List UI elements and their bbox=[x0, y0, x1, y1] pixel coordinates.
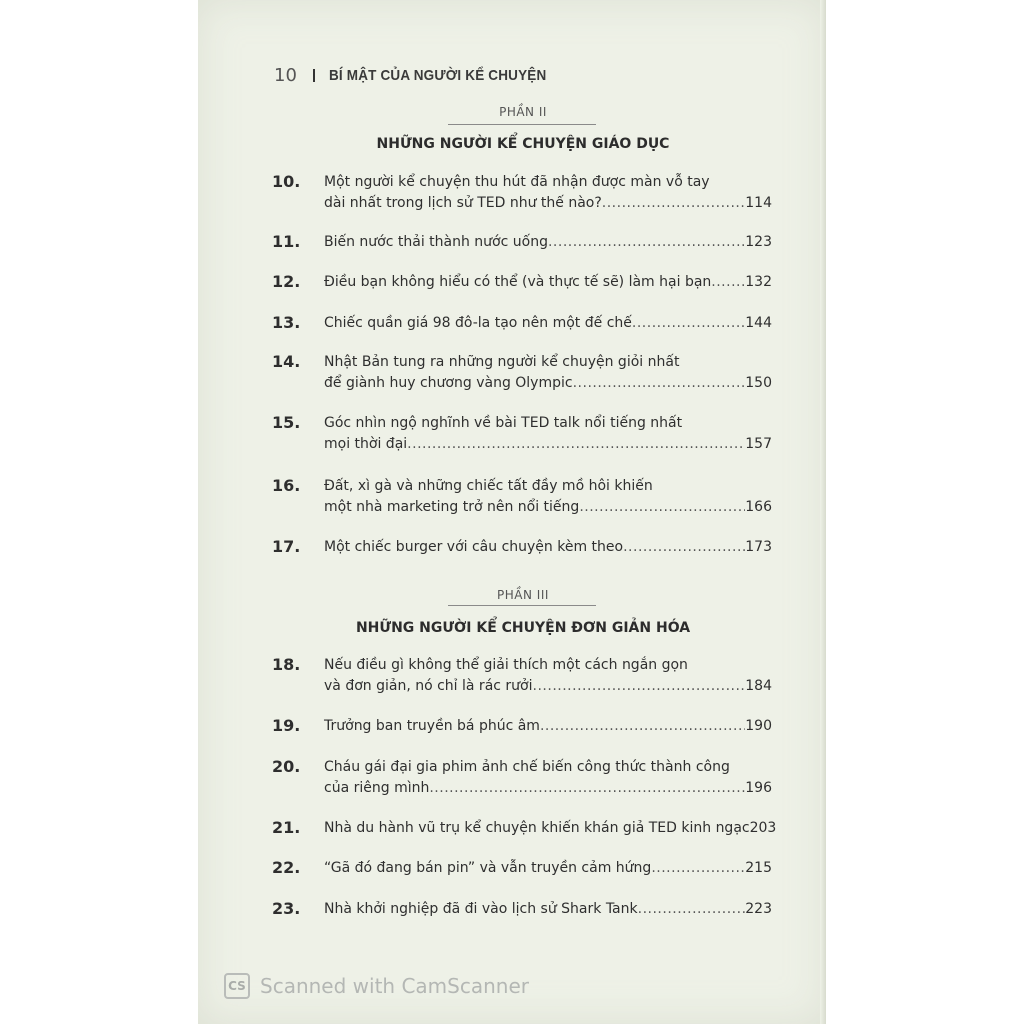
chapter-title bbox=[324, 272, 772, 293]
chapter-title bbox=[324, 716, 772, 737]
chapter-page: 196 bbox=[745, 780, 772, 796]
chapter-page: 132 bbox=[745, 274, 772, 290]
chapter-title-line: một nhà marketing trở nên nổi tiếng bbox=[324, 499, 580, 515]
chapter-number: 16. bbox=[272, 476, 301, 495]
page-edge-shadow bbox=[820, 0, 826, 1024]
chapter-number: 17. bbox=[272, 537, 301, 556]
chapter-title bbox=[324, 858, 772, 879]
book-title: BÍ MẬT CỦA NGƯỜI KỂ CHUYỆN bbox=[328, 66, 547, 84]
chapter-number: 14. bbox=[272, 352, 301, 371]
chapter-title bbox=[324, 476, 772, 518]
chapter-title-line: Chiếc quần giá 98 đô-la tạo nên một đế chế bbox=[324, 315, 632, 331]
chapter-page: 215 bbox=[745, 860, 772, 876]
chapter-title-line: Một chiếc burger với câu chuyện kèm theo bbox=[324, 539, 624, 555]
camscanner-watermark bbox=[224, 973, 529, 999]
chapter-page: 150 bbox=[745, 375, 772, 391]
chapter-number: 23. bbox=[272, 899, 301, 918]
chapter-title-line: và đơn giản, nó chỉ là rác rưởi bbox=[324, 678, 533, 694]
chapter-title-line: Góc nhìn ngộ nghĩnh về bài TED talk nổi tiếng nhất bbox=[324, 415, 683, 431]
part-rule bbox=[448, 605, 596, 606]
chapter-title-line: Nhà khởi nghiệp đã đi vào lịch sử Shark Tank bbox=[324, 901, 638, 917]
chapter-number: 15. bbox=[272, 413, 301, 432]
chapter-page: 166 bbox=[745, 499, 772, 515]
chapter-title-line: Một người kể chuyện thu hút đã nhận được màn vỗ tay bbox=[324, 174, 710, 190]
dot-leader bbox=[540, 716, 745, 737]
book-page bbox=[198, 0, 826, 1024]
chapter-title bbox=[324, 899, 772, 920]
chapter-title bbox=[324, 232, 772, 253]
dot-leader bbox=[573, 373, 746, 394]
header-separator bbox=[313, 69, 315, 82]
dot-leader bbox=[632, 313, 745, 334]
chapter-title bbox=[324, 313, 772, 334]
chapter-title-line: Biến nước thải thành nước uống bbox=[324, 234, 548, 250]
chapter-title-line: mọi thời đại bbox=[324, 436, 408, 452]
chapter-page: 184 bbox=[745, 678, 772, 694]
chapter-title-line: Nếu điều gì không thể giải thích một cách ngắn gọn bbox=[324, 657, 688, 673]
dot-leader bbox=[638, 899, 746, 920]
chapter-page: 144 bbox=[745, 315, 772, 331]
part-label: PHẦN III bbox=[497, 588, 549, 602]
chapter-page: 157 bbox=[745, 436, 772, 452]
chapter-number: 20. bbox=[272, 757, 301, 776]
chapter-title bbox=[324, 818, 777, 839]
chapter-title bbox=[324, 413, 772, 455]
chapter-number: 10. bbox=[272, 172, 301, 191]
chapter-title-line: Trưởng ban truyền bá phúc âm bbox=[324, 718, 540, 734]
part-label: PHẦN II bbox=[499, 105, 547, 119]
chapter-title-line: Cháu gái đại gia phim ảnh chế biến công thức thành công bbox=[324, 759, 730, 775]
chapter-title bbox=[324, 172, 772, 214]
chapter-title bbox=[324, 537, 772, 558]
chapter-title-line: “Gã đó đang bán pin” và vẫn truyền cảm hứng bbox=[324, 860, 652, 876]
dot-leader bbox=[623, 537, 745, 558]
chapter-page: 173 bbox=[745, 539, 772, 555]
chapter-title bbox=[324, 655, 772, 697]
part-rule bbox=[448, 124, 596, 125]
dot-leader bbox=[407, 434, 745, 455]
chapter-page: 114 bbox=[745, 195, 772, 211]
dot-leader bbox=[651, 858, 745, 879]
chapter-title bbox=[324, 757, 772, 799]
dot-leader bbox=[533, 676, 746, 697]
chapter-title-line: dài nhất trong lịch sử TED như thế nào? bbox=[324, 195, 602, 211]
chapter-number: 22. bbox=[272, 858, 301, 877]
chapter-page: 223 bbox=[745, 901, 772, 917]
dot-leader bbox=[429, 778, 745, 799]
chapter-number: 18. bbox=[272, 655, 301, 674]
chapter-title-line: để giành huy chương vàng Olympic bbox=[324, 375, 573, 391]
chapter-number: 11. bbox=[272, 232, 301, 251]
chapter-title-line: Nhà du hành vũ trụ kể chuyện khiến khán giả TED kinh ngạc bbox=[324, 820, 750, 836]
chapter-title-line: Nhật Bản tung ra những người kể chuyện giỏi nhất bbox=[324, 354, 680, 370]
page-number: 10 bbox=[274, 64, 297, 86]
chapter-number: 12. bbox=[272, 272, 301, 291]
dot-leader bbox=[548, 232, 745, 253]
chapter-page: 203 bbox=[749, 820, 777, 836]
camscanner-logo-icon: CS bbox=[224, 973, 250, 999]
part-title: NHỮNG NGƯỜI KỂ CHUYỆN GIÁO DỤC bbox=[376, 136, 670, 152]
chapter-title-line: Đất, xì gà và những chiếc tất đầy mồ hôi khiến bbox=[324, 478, 653, 494]
chapter-number: 19. bbox=[272, 716, 301, 735]
chapter-number: 13. bbox=[272, 313, 301, 332]
chapter-title-line: của riêng mình bbox=[324, 780, 430, 796]
watermark-text: Scanned with CamScanner bbox=[260, 974, 529, 998]
chapter-title bbox=[324, 352, 772, 394]
part-title: NHỮNG NGƯỜI KỂ CHUYỆN ĐƠN GIẢN HÓA bbox=[355, 620, 691, 636]
chapter-page: 123 bbox=[745, 234, 772, 250]
dot-leader bbox=[602, 193, 745, 214]
chapter-title-line: Điều bạn không hiểu có thể (và thực tế sẽ) làm hại bạn bbox=[324, 274, 712, 290]
running-head bbox=[274, 61, 570, 89]
dot-leader bbox=[579, 497, 745, 518]
chapter-page: 190 bbox=[745, 718, 772, 734]
dot-leader bbox=[711, 272, 745, 293]
chapter-number: 21. bbox=[272, 818, 301, 837]
